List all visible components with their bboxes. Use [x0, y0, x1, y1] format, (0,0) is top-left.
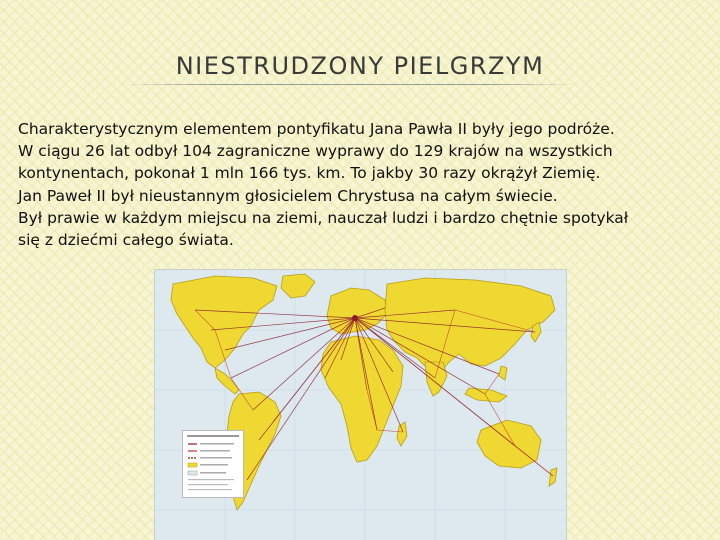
slide-title: NIESTRUDZONY PIELGRZYM: [175, 52, 545, 80]
body-line-5: Był prawie w każdym miejscu na ziemi, nauczał ludzi i bardzo chętnie spotykał: [18, 208, 629, 227]
legend-heading-line: [187, 435, 239, 437]
slide-body-text: [18, 118, 708, 251]
journeys-world-map: [155, 270, 566, 540]
body-line-3: kontynentach, pokonał 1 mln 166 tys. km. To jakby 30 razy okrążył Ziemię.: [18, 164, 601, 183]
rome-origin-marker: [352, 315, 358, 321]
legend-entries: [188, 443, 234, 490]
body-line-4: Jan Paweł II był nieustannym głosicielem Chrystusa na całym świecie.: [18, 186, 558, 205]
body-line-2: W ciągu 26 lat odbył 104 zagraniczne wyprawy do 129 krajów na wszystkich: [18, 142, 613, 161]
title-underline: [120, 84, 580, 85]
map-legend-box: [182, 430, 244, 498]
body-line-1: Charakterystycznym elementem pontyfikatu Jana Pawła II były jego podróże.: [18, 120, 615, 138]
body-line-6: się z dziećmi całego świata.: [18, 231, 234, 250]
world-map-image: [155, 270, 566, 540]
legend-graphic: [183, 431, 243, 497]
